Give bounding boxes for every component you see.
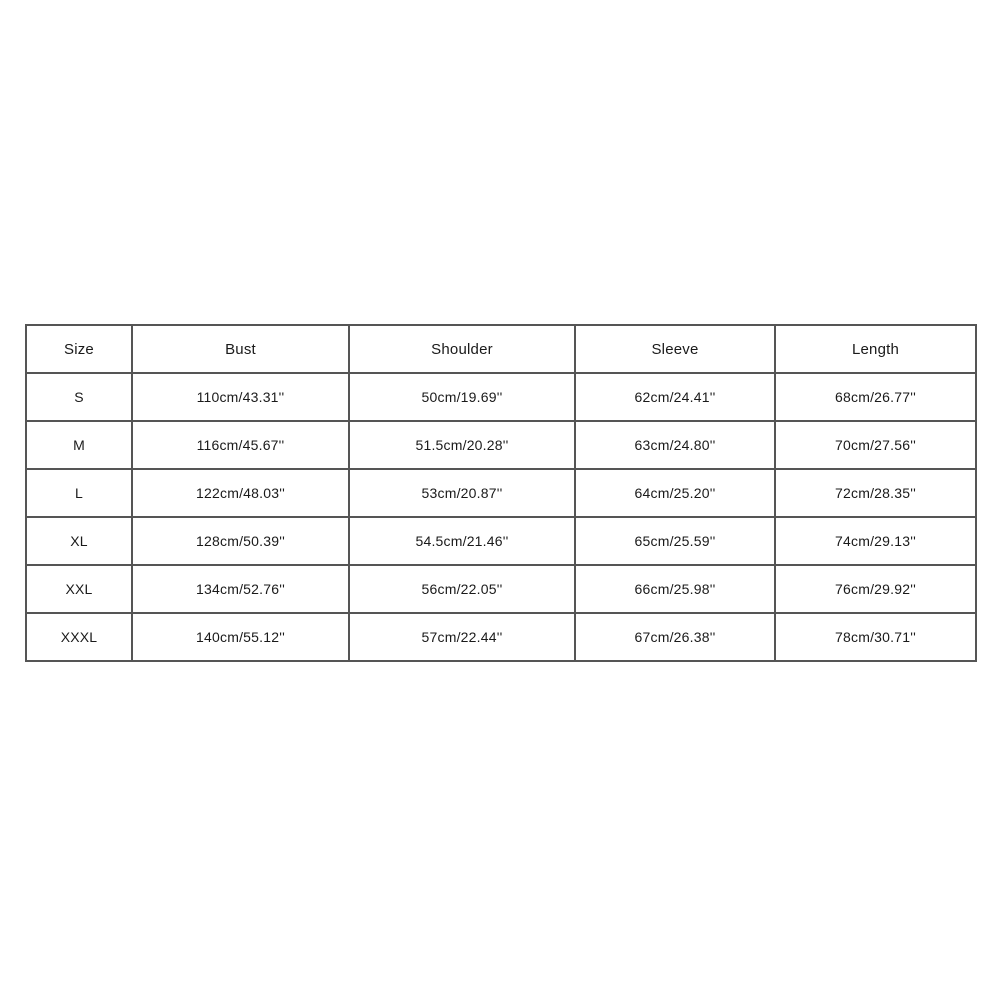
table-row [26,613,976,661]
table-row [26,469,976,517]
cell-bust: 140cm/55.12'' [132,613,349,661]
cell-sleeve: 62cm/24.41'' [575,373,775,421]
table-header-row [26,325,976,373]
header-sleeve: Sleeve [575,325,775,373]
size-chart-table [25,324,977,662]
table-row [26,517,976,565]
header-bust: Bust [132,325,349,373]
table-row [26,565,976,613]
cell-sleeve: 65cm/25.59'' [575,517,775,565]
cell-size: XXL [26,565,132,613]
cell-shoulder: 53cm/20.87'' [349,469,575,517]
cell-length: 72cm/28.35'' [775,469,976,517]
cell-length: 78cm/30.71'' [775,613,976,661]
cell-bust: 128cm/50.39'' [132,517,349,565]
table-row [26,373,976,421]
cell-length: 74cm/29.13'' [775,517,976,565]
cell-shoulder: 56cm/22.05'' [349,565,575,613]
cell-length: 76cm/29.92'' [775,565,976,613]
header-length: Length [775,325,976,373]
cell-bust: 116cm/45.67'' [132,421,349,469]
cell-bust: 122cm/48.03'' [132,469,349,517]
cell-sleeve: 64cm/25.20'' [575,469,775,517]
cell-sleeve: 67cm/26.38'' [575,613,775,661]
cell-size: XL [26,517,132,565]
cell-length: 70cm/27.56'' [775,421,976,469]
header-shoulder: Shoulder [349,325,575,373]
cell-size: L [26,469,132,517]
cell-length: 68cm/26.77'' [775,373,976,421]
cell-sleeve: 63cm/24.80'' [575,421,775,469]
cell-sleeve: 66cm/25.98'' [575,565,775,613]
cell-shoulder: 57cm/22.44'' [349,613,575,661]
cell-bust: 110cm/43.31'' [132,373,349,421]
header-size: Size [26,325,132,373]
cell-shoulder: 54.5cm/21.46'' [349,517,575,565]
table-row [26,421,976,469]
cell-size: XXXL [26,613,132,661]
cell-bust: 134cm/52.76'' [132,565,349,613]
cell-size: S [26,373,132,421]
cell-shoulder: 51.5cm/20.28'' [349,421,575,469]
cell-shoulder: 50cm/19.69'' [349,373,575,421]
cell-size: M [26,421,132,469]
